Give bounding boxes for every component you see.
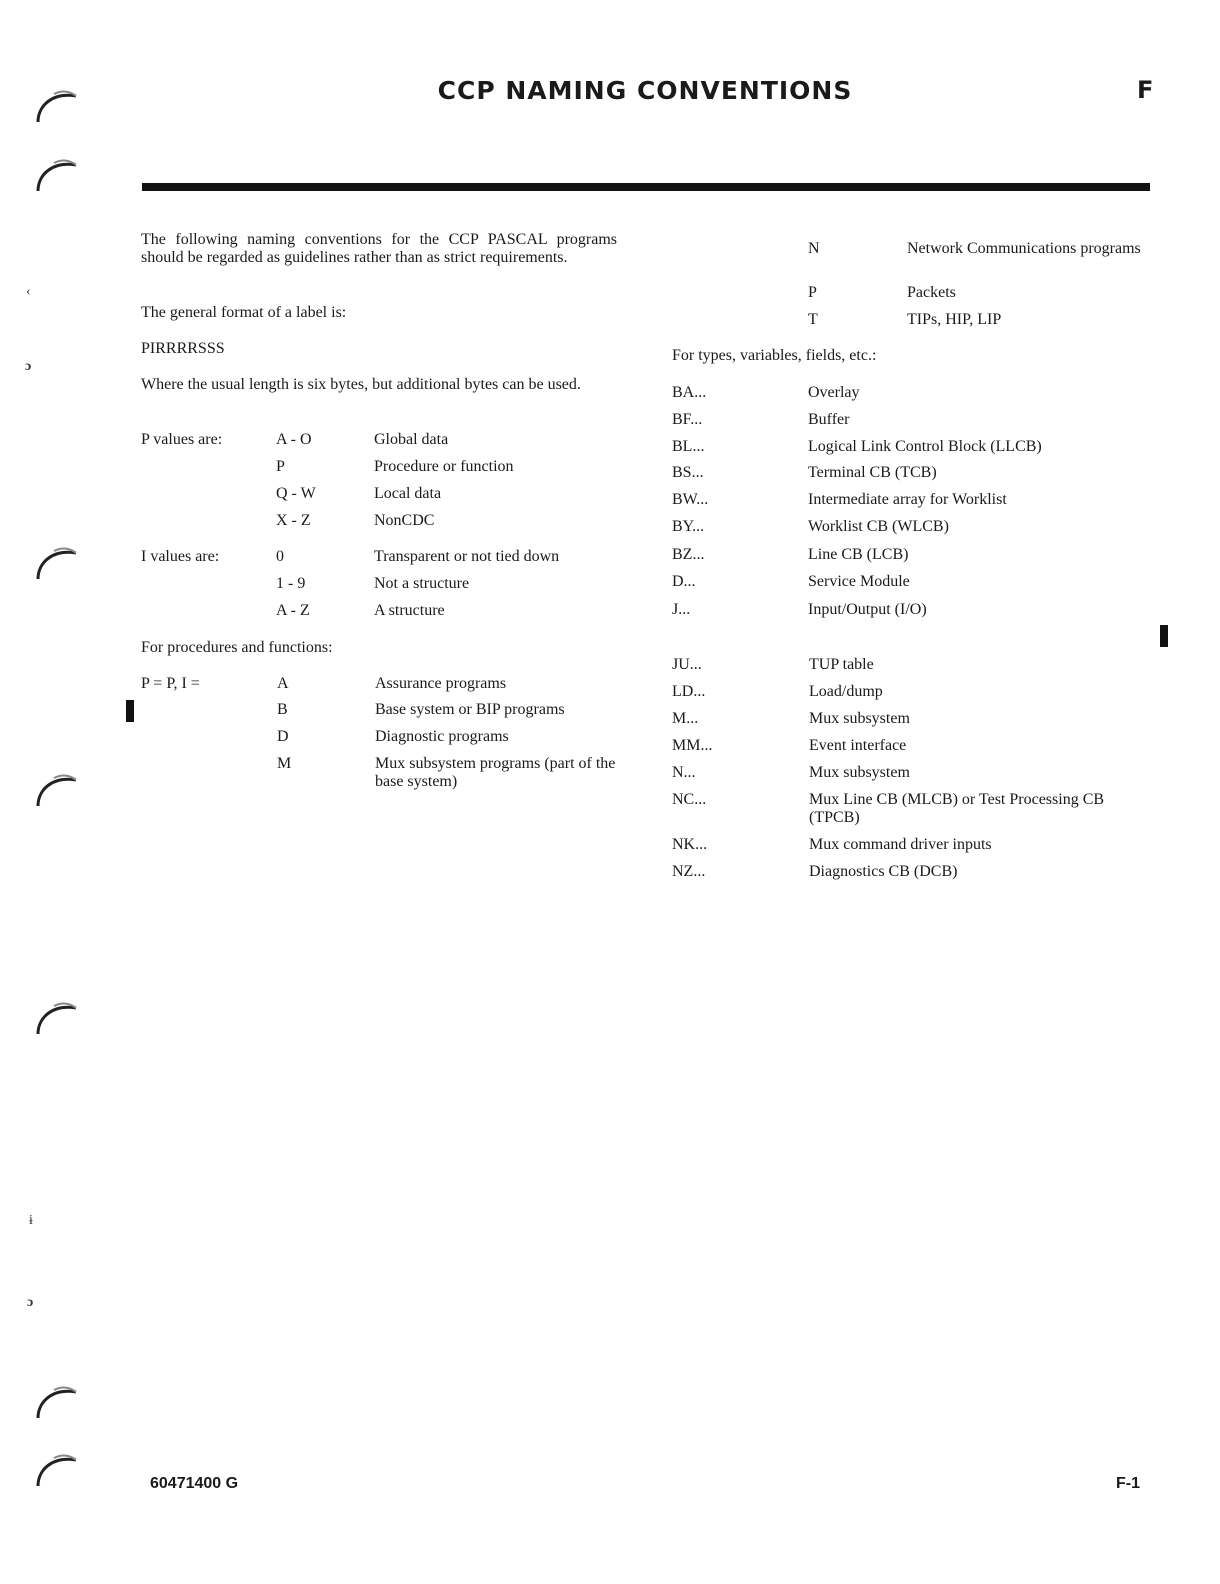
document-number: 60471400 G — [150, 1475, 239, 1492]
type-prefix: BW... — [672, 491, 709, 508]
procedure-code: B — [277, 701, 288, 718]
type-meaning: Diagnostics CB (DCB) — [809, 863, 958, 880]
type-prefix: NK... — [672, 836, 708, 853]
scan-speck-icon: ɔ — [25, 359, 32, 374]
type-meaning: Service Module — [808, 573, 910, 590]
p-value-meaning: Procedure or function — [374, 458, 514, 475]
procedure-meaning: Assurance programs — [375, 675, 507, 692]
p-value-code: Q - W — [276, 485, 316, 502]
type-prefix: BS... — [672, 464, 704, 481]
appendix-letter: F — [1137, 76, 1154, 104]
procedure-code: P — [808, 284, 817, 301]
procedure-meaning: Network Communications programs — [907, 240, 1141, 257]
procedure-code: D — [277, 728, 289, 745]
format-label: The general format of a label is: — [141, 304, 347, 321]
type-meaning: Intermediate array for Worklist — [808, 491, 1007, 508]
i-value-code: A - Z — [276, 602, 310, 619]
label-format: PIRRRRSSS — [141, 340, 225, 357]
procedure-meaning: Mux subsystem programs (part of the base system) — [375, 755, 616, 790]
i-value-code: 0 — [276, 548, 284, 565]
binder-hole-icon — [34, 543, 80, 583]
i-value-meaning: Not a structure — [374, 575, 470, 592]
type-meaning: Logical Link Control Block (LLCB) — [808, 438, 1042, 455]
type-meaning: Mux Line CB (MLCB) or Test Processing CB (TPCB) — [809, 791, 1105, 826]
binder-hole-icon — [34, 86, 80, 126]
procedure-meaning: Diagnostic programs — [375, 728, 509, 745]
binder-hole-icon — [34, 998, 80, 1038]
type-prefix: BL... — [672, 438, 705, 455]
procedure-meaning: TIPs, HIP, LIP — [907, 311, 1002, 328]
type-meaning: TUP table — [809, 656, 874, 673]
procedure-meaning: Base system or BIP programs — [375, 701, 565, 718]
binder-hole-icon — [34, 770, 80, 810]
page-title: CCP NAMING CONVENTIONS — [437, 76, 853, 105]
binder-hole-icon — [34, 155, 80, 195]
type-meaning: Mux subsystem — [809, 710, 910, 727]
p-value-meaning: Local data — [374, 485, 442, 502]
scan-speck-icon: ɔ — [27, 1295, 34, 1310]
types-heading: For types, variables, fields, etc.: — [672, 347, 877, 364]
binder-hole-icon — [34, 1382, 80, 1422]
change-bar — [126, 700, 134, 722]
procedure-code: M — [277, 755, 292, 772]
type-meaning: Overlay — [808, 384, 860, 401]
type-prefix: M... — [672, 710, 699, 727]
type-meaning: Line CB (LCB) — [808, 546, 909, 563]
p-value-code: A - O — [276, 431, 312, 448]
p-value-code: P — [276, 458, 285, 475]
type-meaning: Worklist CB (WLCB) — [808, 518, 949, 535]
i-value-meaning: Transparent or not tied down — [374, 548, 560, 565]
procedures-label: P = P, I = — [141, 675, 200, 692]
usage-note: Where the usual length is six bytes, but additional bytes can be used. — [141, 376, 581, 393]
type-meaning: Event interface — [809, 737, 907, 754]
type-meaning: Terminal CB (TCB) — [808, 464, 937, 481]
binder-hole-icon — [34, 1450, 80, 1490]
type-prefix: BF... — [672, 411, 703, 428]
i-value-meaning: A structure — [374, 602, 445, 619]
procedures-heading: For procedures and functions: — [141, 639, 333, 656]
type-prefix: N... — [672, 764, 696, 781]
p-value-meaning: NonCDC — [374, 512, 435, 529]
intro-paragraph: The following naming conventions for the CCP PASCAL programs should be regarded as guidelines rather than as strict requirements. — [141, 231, 617, 266]
change-bar — [1160, 625, 1168, 647]
scan-speck-icon: ɨ — [29, 1213, 33, 1228]
type-prefix: BY... — [672, 518, 705, 535]
type-prefix: D... — [672, 573, 696, 590]
procedure-meaning: Packets — [907, 284, 956, 301]
header-rule — [142, 183, 1150, 191]
procedure-code: A — [277, 675, 289, 692]
scan-speck-icon: ‹ — [26, 284, 31, 299]
type-prefix: JU... — [672, 656, 702, 673]
p-values-label: P values are: — [141, 431, 223, 448]
type-meaning: Load/dump — [809, 683, 883, 700]
type-meaning: Mux subsystem — [809, 764, 910, 781]
procedure-code: N — [808, 240, 820, 257]
i-value-code: 1 - 9 — [276, 575, 306, 592]
type-prefix: MM... — [672, 737, 713, 754]
i-values-label: I values are: — [141, 548, 220, 565]
type-prefix: BZ... — [672, 546, 705, 563]
type-prefix: J... — [672, 601, 691, 618]
type-meaning: Buffer — [808, 411, 850, 428]
type-prefix: NZ... — [672, 863, 706, 880]
p-value-code: X - Z — [276, 512, 311, 529]
procedure-code: T — [808, 311, 818, 328]
type-prefix: LD... — [672, 683, 706, 700]
type-meaning: Input/Output (I/O) — [808, 601, 927, 618]
p-value-meaning: Global data — [374, 431, 449, 448]
type-prefix: BA... — [672, 384, 707, 401]
page-number: F-1 — [1116, 1475, 1140, 1492]
type-meaning: Mux command driver inputs — [809, 836, 992, 853]
type-prefix: NC... — [672, 791, 707, 808]
